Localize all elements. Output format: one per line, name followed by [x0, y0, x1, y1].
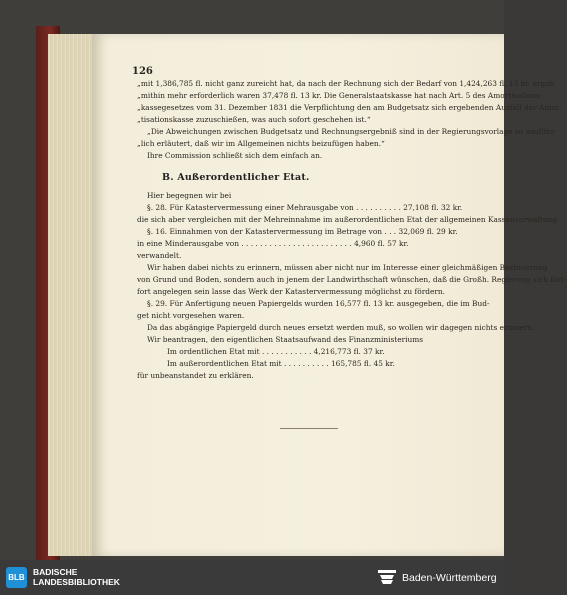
page-stack-edges — [48, 34, 94, 556]
text-line: „mit 1,386,785 fl. nicht ganz zureicht hat, da nach der Rechnung sich der Bedarf von 1,424,263 fl. 13 kr. ergab, — [137, 79, 557, 88]
text-line: Hier begegnen wir bei — [147, 191, 232, 200]
library-name-line2: LANDESBIBLIOTHEK — [33, 577, 120, 587]
text-line: fort angelegen sein lasse das Werk der Katastervermessung möglichst zu fördern. — [137, 287, 445, 296]
text-line: „lich erläutert, daß wir im Allgemeinen nichts beizufügen haben.“ — [137, 139, 385, 148]
footer-bar — [0, 560, 504, 595]
text-line: Wir haben dabei nichts zu erinnern, müssen aber nicht nur im Interesse einer gleichmäßigen Besteuerung — [147, 263, 548, 272]
section-heading: B. Außerordentlicher Etat. — [162, 172, 310, 183]
text-line: Wir beantragen, den eigentlichen Staatsaufwand des Finanzministeriums — [147, 335, 424, 344]
text-line: für unbeanstandet zu erklären. — [137, 371, 254, 380]
state-name[interactable]: Baden-Württemberg — [402, 572, 497, 584]
text-line: „mithin mehr erforderlich waren 37,478 fl. 13 kr. Die Generalstaatskasse hat nach Art. 5 des Amortisations- — [137, 91, 543, 100]
text-line: die sich aber vergleichen mit der Mehreinnahme im außerordentlichen Etat der allgemeinen Kassenverwaltung — [137, 215, 557, 224]
text-line: Ihre Commission schließt sich dem einfach an. — [147, 151, 323, 160]
book-page — [92, 34, 567, 556]
library-name-line1: BADISCHE — [33, 567, 78, 577]
text-line: §. 16. Einnahmen von der Katastervermessung im Betrage von . . . 32,069 fl. 29 kr. — [147, 227, 458, 236]
text-line: get nicht vorgesehen waren. — [137, 311, 245, 320]
text-line: Im außerordentlichen Etat mit . . . . . . . . . . 165,785 fl. 45 kr. — [167, 359, 395, 368]
text-line: von Grund und Boden, sondern auch in jenem der Landwirthschaft wünschen, daß die Großh. Regierung sich fort- — [137, 275, 567, 284]
text-line: Im ordentlichen Etat mit . . . . . . . . . . . 4,216,773 fl. 37 kr. — [167, 347, 385, 356]
text-line: verwandelt. — [137, 251, 182, 260]
text-line: in eine Minderausgabe von . . . . . . . . . . . . . . . . . . . . . . . . 4,960 fl. 57 kr. — [137, 239, 409, 248]
section-divider — [280, 428, 338, 429]
text-line: „Die Abweichungen zwischen Budgetsatz und Rechnungsergebniß sind in der Regierungsvorlage so ausführ- — [147, 127, 557, 136]
text-line: „kassegesetzes vom 31. Dezember 1831 die Verpflichtung den am Budgetsatz sich ergebenden Ausfall der Amor- — [137, 103, 562, 112]
text-line: §. 28. Für Katastervermessung einer Mehrausgabe von . . . . . . . . . . 27,108 fl. 32 kr. — [147, 203, 463, 212]
library-name[interactable] — [33, 567, 120, 587]
text-line: Da das abgängige Papiergeld durch neues ersetzt werden muß, so wollen wir dagegen nichts erinnern. — [147, 323, 535, 332]
text-line: §. 29. Für Anfertigung neuen Papiergelds wurden 16,577 fl. 13 kr. ausgegeben, die im Bud- — [147, 299, 490, 308]
text-line: „tisationskasse zuzuschießen, was auch sofort geschehen ist.“ — [137, 115, 371, 124]
blb-logo[interactable]: BLB — [6, 567, 27, 588]
page-number: 126 — [132, 66, 153, 77]
baden-wuerttemberg-emblem-icon — [378, 570, 396, 586]
